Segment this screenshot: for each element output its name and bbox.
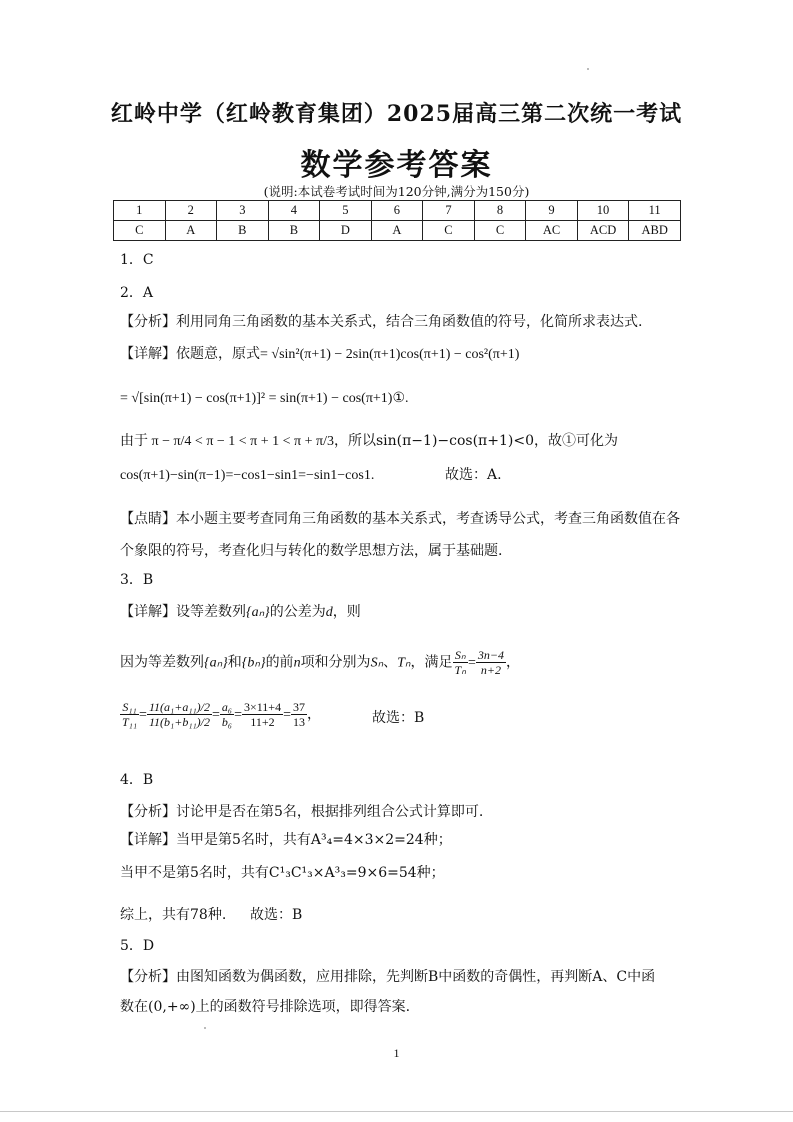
table-cell: ACD (577, 221, 629, 241)
fraction: $\frac{3n-4}{n+2}$ (477, 648, 504, 677)
analysis-tag: 【分析】 (120, 804, 176, 820)
detail-text: ， (506, 654, 520, 671)
detail-text: ，则 (332, 604, 361, 620)
table-cell: 1 (114, 201, 166, 221)
table-cell: 2 (165, 201, 217, 221)
analysis-tag: 【分析】 (120, 314, 176, 330)
q2-inequality-line (120, 432, 618, 451)
detail-text: 项和分别为 (300, 654, 371, 671)
math-operator: = (139, 707, 147, 723)
detail-tag: 【详解】 (120, 832, 176, 848)
math-expression: 由于 π − π/4 < π − 1 < π + 1 < π + π/3 (120, 434, 334, 449)
q2-choice: 故选：A. (445, 467, 502, 483)
fraction: $\frac{\text{S₁₁}}{\text{T₁₁}}$ (122, 700, 138, 729)
table-cell: C (423, 221, 475, 241)
table-cell: 6 (371, 201, 423, 221)
table-cell: 4 (268, 201, 320, 221)
table-cell: 7 (423, 201, 475, 221)
q4-answer: 4．B (120, 772, 154, 788)
table-cell: 3 (217, 201, 269, 221)
fraction: $\frac{\text{11(a₁+a₁₁)/2}}{\text{11(b₁+b₁₁)/2}}$ (148, 700, 210, 729)
q3-choice: 故选：B (372, 710, 425, 726)
detail-text: 依题意，原式 (176, 346, 260, 362)
q4-detail (120, 831, 452, 849)
table-cell: 10 (577, 201, 629, 221)
fraction: $\frac{\text{a₆}}{\text{b₆}}$ (221, 700, 233, 729)
scan-artifact (204, 1027, 206, 1029)
detail-text: 的前 (265, 654, 294, 671)
q3-detail (120, 603, 361, 622)
exam-note: (说明:本试卷考试时间为120分钟,满分为150分) (263, 184, 530, 199)
table-cell: C (474, 221, 526, 241)
q2-result-line (120, 466, 374, 485)
math-variable: Tₙ (397, 655, 411, 671)
table-cell: AC (526, 221, 578, 241)
analysis-text: 讨论甲是否在第5名，根据排列组合公式计算即可. (176, 804, 484, 820)
detail-text: 、 (383, 654, 398, 671)
answer-table-number-row (114, 201, 681, 221)
detail-text: 设等差数列 (176, 604, 246, 620)
analysis-text: 利用同角三角函数的基本关系式，结合三角函数值的符号，化简所求表达式. (176, 314, 643, 330)
analysis-tag: 【分析】 (120, 969, 176, 985)
table-cell: 9 (526, 201, 578, 221)
q3-condition-line (120, 648, 520, 677)
math-expression: = √sin²(π+1) − 2sin(π+1)cos(π+1) − cos²(π+1) (260, 347, 520, 362)
table-cell: B (268, 221, 320, 241)
q2-analysis (120, 313, 642, 331)
detail-text: ， (306, 706, 321, 723)
q3-answer: 3．B (120, 572, 154, 588)
table-cell: C (114, 221, 166, 241)
detail-text: 和 (227, 654, 242, 671)
fraction: $\frac{37}{13}$ (292, 700, 305, 729)
math-variable: Sₙ (370, 655, 384, 671)
math-variable: d (325, 605, 333, 620)
page-number: 1 (393, 1046, 400, 1060)
page-divider (0, 1111, 793, 1112)
q2-answer: 2．A (120, 285, 154, 301)
comment-text: 本小题主要考查同角三角函数的基本关系式，考查诱导公式，考查三角函数值在各 (176, 511, 680, 527)
math-variable: n (293, 655, 301, 671)
q5-answer: 5．D (120, 938, 155, 954)
detail-tag: 【详解】 (120, 346, 176, 362)
math-operator: = (212, 707, 220, 723)
exam-title: 红岭中学（红岭教育集团）2025届高三第二次统一考试 (110, 101, 683, 127)
q2-derivation-line: = √[sin(π+1) − cos(π+1)]² = sin(π+1) − cos(π+1)①. (120, 391, 409, 406)
math-sequence: {bₙ} (241, 655, 266, 671)
q4-choice: 故选：B (250, 907, 303, 923)
q4-analysis (120, 803, 483, 821)
table-cell: B (217, 221, 269, 241)
fraction: $\frac{3\times 11+4}{11+2}$ (243, 700, 282, 729)
detail-tag: 【详解】 (120, 604, 176, 620)
scan-artifact (587, 68, 589, 70)
q4-summary: 综上，共有78种. (120, 907, 227, 923)
q2-comment (120, 510, 680, 528)
detail-text: ，所以sin(π−1)−cos(π+1)<0，故①可化为 (333, 433, 618, 449)
answer-table (113, 200, 681, 241)
q3-calculation (120, 700, 321, 729)
document-subtitle: 数学参考答案 (300, 148, 493, 183)
math-operator: = (467, 655, 476, 671)
math-operator: = (234, 707, 242, 723)
math-sequence: {aₙ} (246, 605, 270, 620)
comment-tag: 【点睛】 (120, 511, 176, 527)
detail-text: 的公差为 (269, 604, 326, 620)
q2-detail (120, 345, 519, 364)
q5-analysis (120, 968, 655, 986)
table-cell: A (165, 221, 217, 241)
table-cell: 8 (474, 201, 526, 221)
answer-table-answer-row (114, 221, 681, 241)
q4-detail-line2: 当甲不是第5名时，共有C¹₃C¹₃×A³₃=9×6=54种； (120, 865, 445, 881)
detail-text: 因为等差数列 (120, 654, 204, 671)
math-expression: cos(π+1)−sin(π−1)=−cos1−sin1=−sin1−cos1. (120, 468, 375, 483)
table-cell: D (320, 221, 372, 241)
q1-answer: 1．C (120, 252, 154, 268)
table-cell: A (371, 221, 423, 241)
detail-text: 当甲是第5名时，共有A³₄=4×3×2=24种； (176, 832, 452, 848)
fraction: $\frac{\text{Sₙ}}{\text{Tₙ}}$ (454, 648, 466, 677)
math-sequence: {aₙ} (204, 655, 228, 671)
detail-text: ，满足 (410, 654, 453, 671)
math-operator: = (283, 707, 291, 723)
table-cell: ABD (629, 221, 681, 241)
table-cell: 11 (629, 201, 681, 221)
q5-analysis-cont: 数在(0,+∞)上的函数符号排除选项，即得答案. (120, 999, 411, 1015)
table-cell: 5 (320, 201, 372, 221)
analysis-text: 由图知函数为偶函数，应用排除，先判断B中函数的奇偶性，再判断A、C中函 (176, 969, 656, 985)
q2-comment-cont: 个象限的符号，考查化归与转化的数学思想方法，属于基础题. (120, 543, 503, 559)
